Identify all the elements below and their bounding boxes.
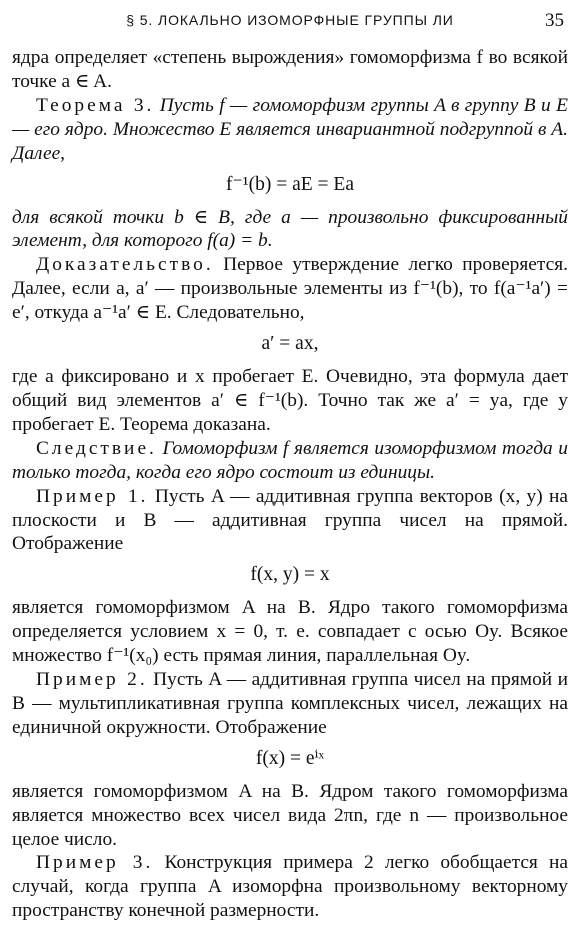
formula-projection: f(x, y) = x [250, 564, 330, 586]
corollary-statement: Гомоморфизм f является изоморфизмом тогда и только тогда, когда его ядро состоит из единицы. [12, 437, 569, 483]
example-2 [12, 668, 568, 740]
example-3-label: Пример 3. [36, 852, 154, 874]
example-1-label: Пример 1. [36, 485, 149, 507]
chapter-title: § 5. ЛОКАЛЬНО ИЗОМОРФНЫЕ ГРУППЫ ЛИ [126, 12, 454, 28]
page-number: 35 [545, 10, 564, 31]
example-2-label: Пример 2. [36, 669, 148, 691]
running-header [12, 10, 568, 36]
example-1 [12, 485, 568, 557]
corollary-label: Следствие. [36, 437, 157, 459]
paragraph-kernel-degeneration: ядра определяет «степень вырождения» гомоморфизма f во всякой точке a ∈ A. [12, 47, 568, 92]
proof-label: Доказательство. [36, 254, 214, 276]
proof-text: Первое утверждение легко проверяется. Далее, если a, a′ — произвольные элементы из f⁻¹(b), то f(a⁻¹a′) = e′, откуда a⁻¹a′ ∈ E. Следовательно, [12, 254, 568, 324]
example-2-continuation: является гомоморфизмом A на B. Ядром такого гомоморфизма является множество всех чисел вида 2πn, где n — произвольное целое число. [12, 780, 568, 850]
formula-a-prime: a′ = ax, [261, 333, 319, 355]
example-3 [12, 851, 568, 923]
proof-continuation: где a фиксировано и x пробегает E. Очевидно, эта формула дает общий вид элементов a′ ∈ f⁻¹(b). Точно так же a′ = ya, где y пробегает E. Теорема доказана. [12, 366, 568, 435]
formula-exponential: f(x) = eⁱˣ [255, 747, 325, 769]
example-1-text: Пусть A — аддитивная группа векторов (x, y) на плоскости и B — аддитивная группа чисел на прямой. Отображение [12, 485, 568, 555]
example-2-text: Пусть A — аддитивная группа чисел на прямой и B — мультипликативная группа комплексных чисел, лежащих на единичной окружности. Отображение [12, 669, 568, 738]
theorem-continuation: для всякой точки b ∈ B, где a — произвольно фиксированный элемент, для которого f(a) = b. [12, 206, 568, 252]
example-1-continuation: является гомоморфизмом A на B. Ядро такого гомоморфизма определяется условием x = 0, т. е. совпадает с осью Oy. Всякое множество f⁻¹(x₀) есть прямая линия, параллельная Oy. [12, 597, 568, 667]
formula-coset: f⁻¹(b) = aE = Ea [226, 173, 354, 195]
corollary [12, 437, 568, 485]
theorem-statement: Пусть f — гомоморфизм группы A в группу B и E — его ядро. Множество E является инвариантной подгруппой в A. Далее, [12, 94, 568, 164]
proof [12, 253, 568, 325]
theorem-3 [12, 94, 568, 166]
theorem-label: Теорема 3. [36, 94, 155, 116]
example-3-text: Конструкция примера 2 легко обобщается на случай, когда группа A изоморфна произвольному векторному пространству конечной размерности. [12, 852, 568, 922]
body-text [12, 46, 568, 923]
